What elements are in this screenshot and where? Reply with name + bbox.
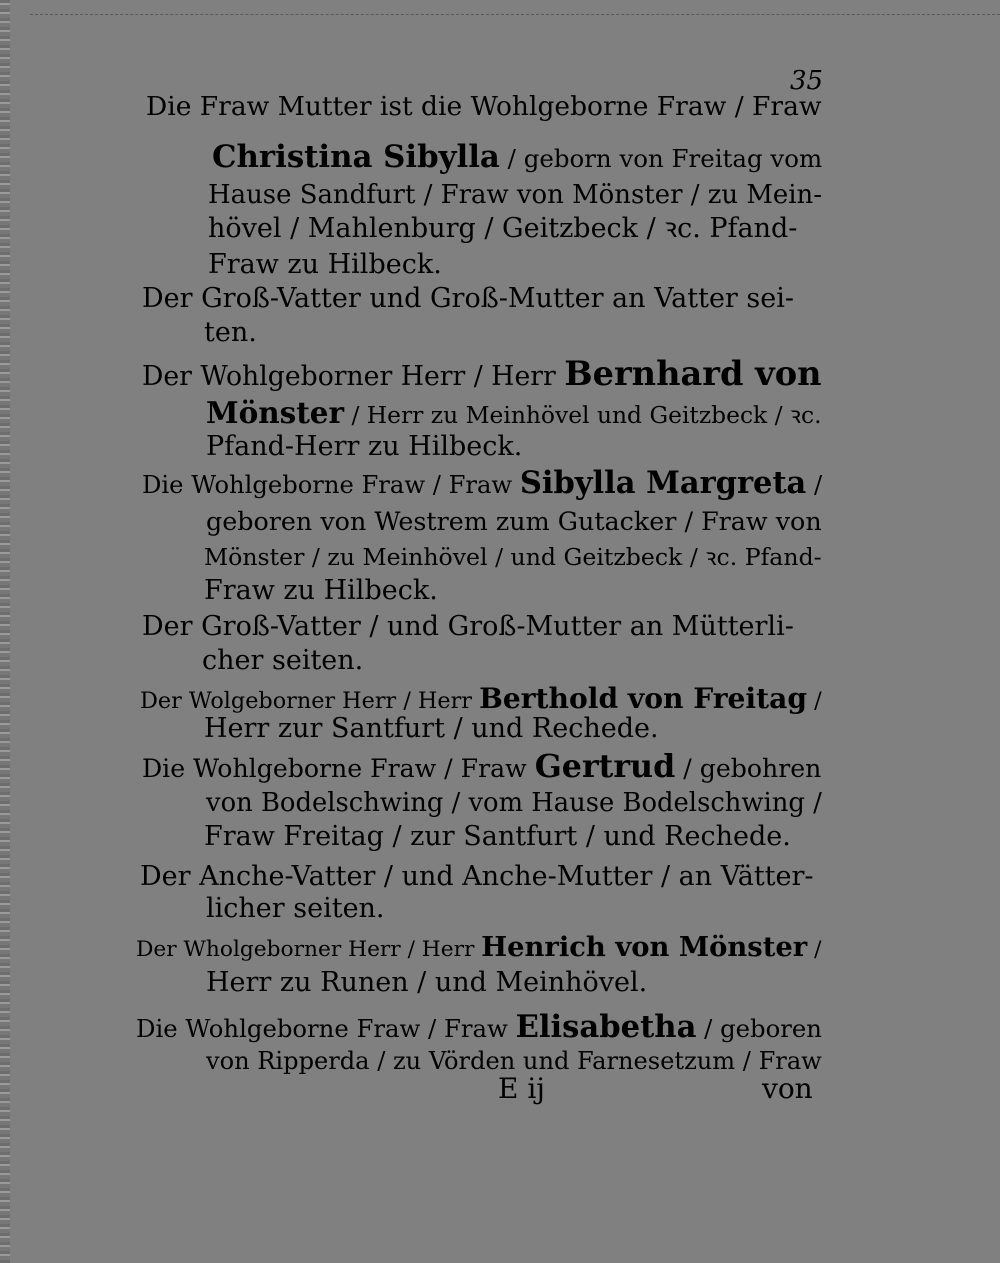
entry-3-line-2 xyxy=(0,540,822,574)
entry-1-line-0 xyxy=(0,282,794,316)
line-text: Die Wohlgeborne Fraw / Fraw xyxy=(136,1014,516,1043)
line-text: Pfand-Herr zu Hilbeck. xyxy=(206,431,523,462)
line-text: Fraw zu Hilbeck. xyxy=(208,249,442,280)
entry-8-line-1 xyxy=(0,966,647,1000)
line-text: Die Fraw Mutter ist die Wohlgeborne Fraw / Fraw xyxy=(146,91,822,122)
entry-6-line-0 xyxy=(0,750,821,784)
entry-3-line-0 xyxy=(0,466,822,500)
line-text: ten. xyxy=(204,317,257,348)
line-text: Der Wohlgeborner Herr / Herr xyxy=(142,361,565,392)
line-text: Herr zur Santfurt / und Rechede. xyxy=(204,713,659,744)
emphasized-name: Gertrud xyxy=(534,748,676,785)
line-text: / xyxy=(806,471,823,499)
line-text: Herr zu Runen / und Meinhövel. xyxy=(206,967,648,998)
line-text: cher seiten. xyxy=(202,645,364,676)
entry-6-line-2 xyxy=(0,820,791,854)
line-text: / xyxy=(807,688,822,714)
line-text: Der Wolgeborner Herr / Herr xyxy=(140,688,480,714)
line-text: Mönster / zu Meinhövel / und Geitzbeck / ꝛc. Pfand- xyxy=(204,543,822,571)
entry-7-line-0 xyxy=(0,860,814,894)
emphasized-name: Mönster xyxy=(206,395,345,430)
entry-5-line-1 xyxy=(0,712,659,746)
entry-8-line-0 xyxy=(0,930,821,964)
line-text: von Ripperda / zu Vörden und Farnesetzum / Fraw xyxy=(206,1047,822,1075)
entry-7-line-1 xyxy=(0,892,385,926)
entry-2-line-0 xyxy=(0,353,822,393)
line-text: Die Wohlgeborne Fraw / Fraw xyxy=(142,754,535,783)
entry-4-line-1 xyxy=(0,644,363,678)
line-text: Fraw zu Hilbeck. xyxy=(204,575,438,606)
line-text: Der Anche-Vatter / und Anche-Mutter / an Vätter- xyxy=(140,861,814,892)
line-text: / Herr zu Meinhövel und Geitzbeck / ꝛc. xyxy=(344,401,822,429)
entry-0-line-0 xyxy=(0,90,822,124)
page-top-edge xyxy=(30,14,1000,17)
line-text: / geboren xyxy=(696,1014,822,1043)
emphasized-name: Bernhard von xyxy=(564,353,822,393)
page-number: 35 xyxy=(790,66,824,96)
entry-5-line-0 xyxy=(0,682,822,716)
entry-3-line-1 xyxy=(0,504,822,538)
entry-2-line-1 xyxy=(0,396,822,430)
entry-6-line-1 xyxy=(0,786,822,820)
entry-1-line-1 xyxy=(0,316,257,350)
line-text: Fraw Freitag / zur Santfurt / und Rechede. xyxy=(204,821,791,852)
line-text: licher seiten. xyxy=(206,893,385,924)
line-text: hövel / Mahlenburg / Geitzbeck / ꝛc. Pfand- xyxy=(208,213,798,244)
line-text: Die Wohlgeborne Fraw / Fraw xyxy=(142,471,520,499)
entry-0-line-1 xyxy=(0,140,822,174)
line-text: Hause Sandfurt / Fraw von Mönster / zu Mein- xyxy=(208,180,822,210)
emphasized-name: Sibylla Margreta xyxy=(519,465,807,501)
entry-0-line-4 xyxy=(0,248,442,282)
emphasized-name: Henrich von Mönster xyxy=(481,931,808,963)
line-text: / gebohren xyxy=(675,754,822,783)
entry-9-line-0 xyxy=(0,1010,822,1044)
emphasized-name: Christina Sibylla xyxy=(212,139,500,175)
line-text: geboren von Westrem zum Gutacker / Fraw von xyxy=(206,506,822,536)
line-text: / xyxy=(807,937,822,962)
page-footer xyxy=(0,1072,1000,1112)
entry-0-line-3 xyxy=(0,212,797,246)
line-text: Der Wholgeborner Herr / Herr xyxy=(136,937,482,962)
catchword: von xyxy=(762,1072,813,1105)
line-text: Der Groß-Vatter und Groß-Mutter an Vatter sei- xyxy=(142,283,795,314)
entry-0-line-2 xyxy=(0,178,822,212)
entry-4-line-0 xyxy=(0,610,794,644)
line-text: Der Groß-Vatter / und Groß-Mutter an Mütterli- xyxy=(142,611,794,642)
entry-2-line-2 xyxy=(0,430,522,464)
line-text: / geborn von Freitag vom xyxy=(499,144,823,173)
signature-mark: E ij xyxy=(498,1072,545,1105)
entry-3-line-3 xyxy=(0,574,438,608)
emphasized-name: Elisabetha xyxy=(515,1009,697,1045)
emphasized-name: Berthold von Freitag xyxy=(479,682,807,715)
line-text: von Bodelschwing / vom Hause Bodelschwing / xyxy=(206,788,822,818)
